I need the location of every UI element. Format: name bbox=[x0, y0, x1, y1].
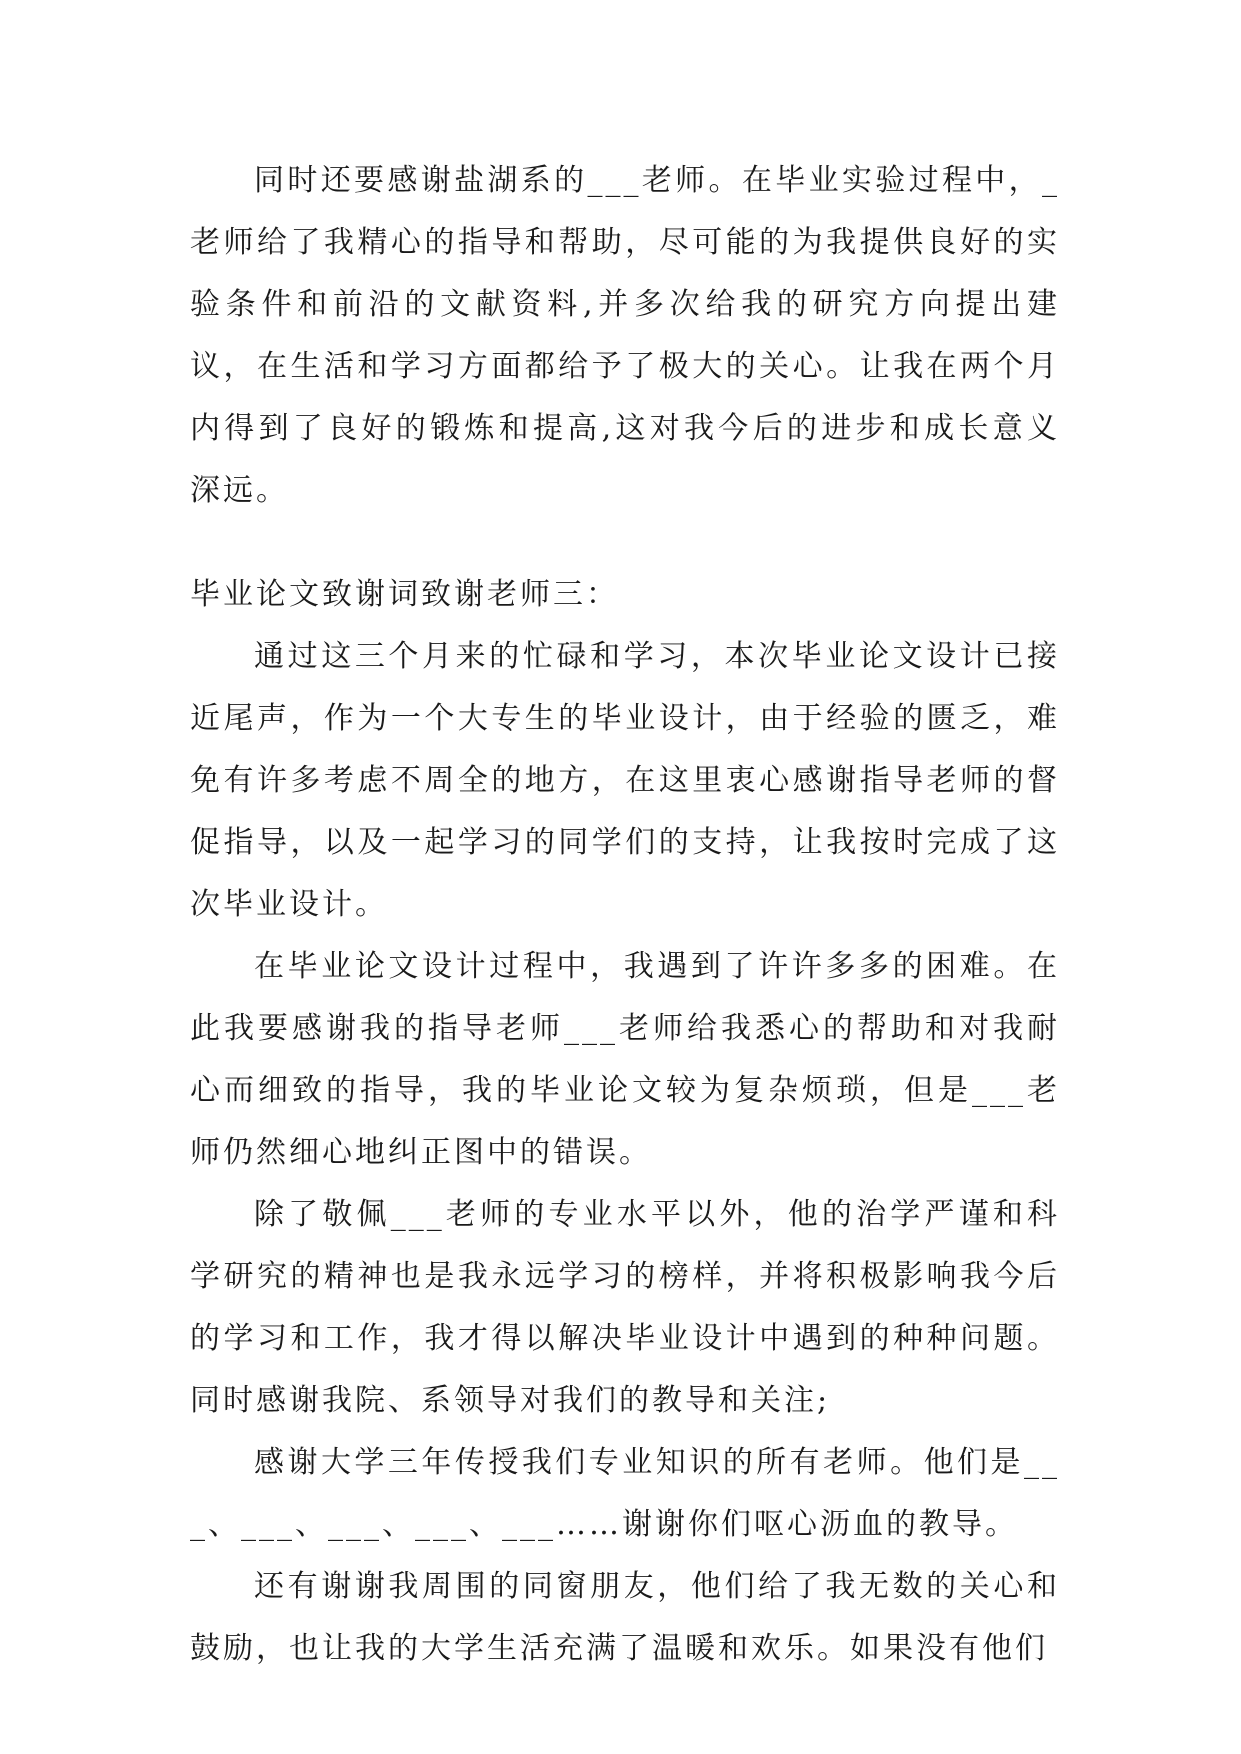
paragraph-advisor-help: 在毕业论文设计过程中，我遇到了许许多多的困难。在此我要感谢我的指导老师___老师给我悉心的帮助和对我耐心而细致的指导，我的毕业论文较为复杂烦琐，但是___老师仍然细心地纠正图中的错误。 bbox=[190, 949, 1060, 1170]
paragraph-thanks-salt-lake-teacher: 同时还要感谢盐湖系的___老师。在毕业实验过程中，_老师给了我精心的指导和帮助，尽可能的为我提供良好的实验条件和前沿的文献资料,并多次给我的研究方向提出建议，在生活和学习方面都给予了极大的关心。让我在两个月内得到了良好的锻炼和提高,这对我今后的进步和成长意义深远。 bbox=[190, 163, 1060, 508]
paragraph-admiration: 除了敬佩___老师的专业水平以外，他的治学严谨和科学研究的精神也是我永远学习的榜样，并将积极影响我今后的学习和工作，我才得以解决毕业设计中遇到的种种问题。同时感谢我院、系领导对我们的教导和关注; bbox=[190, 1197, 1060, 1418]
paragraph-classmates: 还有谢谢我周围的同窗朋友，他们给了我无数的关心和鼓励，也让我的大学生活充满了温暖和欢乐。如果没有他们 bbox=[190, 1569, 1060, 1666]
section-heading: 毕业论文致谢词致谢老师三： bbox=[190, 577, 619, 612]
paragraph-teachers-list: 感谢大学三年传授我们专业知识的所有老师。他们是___、___、___、___、___……谢谢你们呕心沥血的教导。 bbox=[190, 1445, 1060, 1542]
document-body bbox=[190, 150, 1060, 1680]
paragraph-graduation-design: 通过这三个月来的忙碌和学习，本次毕业论文设计已接近尾声，作为一个大专生的毕业设计，由于经验的匮乏，难免有许多考虑不周全的地方，在这里衷心感谢指导老师的督促指导，以及一起学习的同学们的支持，让我按时完成了这次毕业设计。 bbox=[190, 639, 1060, 922]
